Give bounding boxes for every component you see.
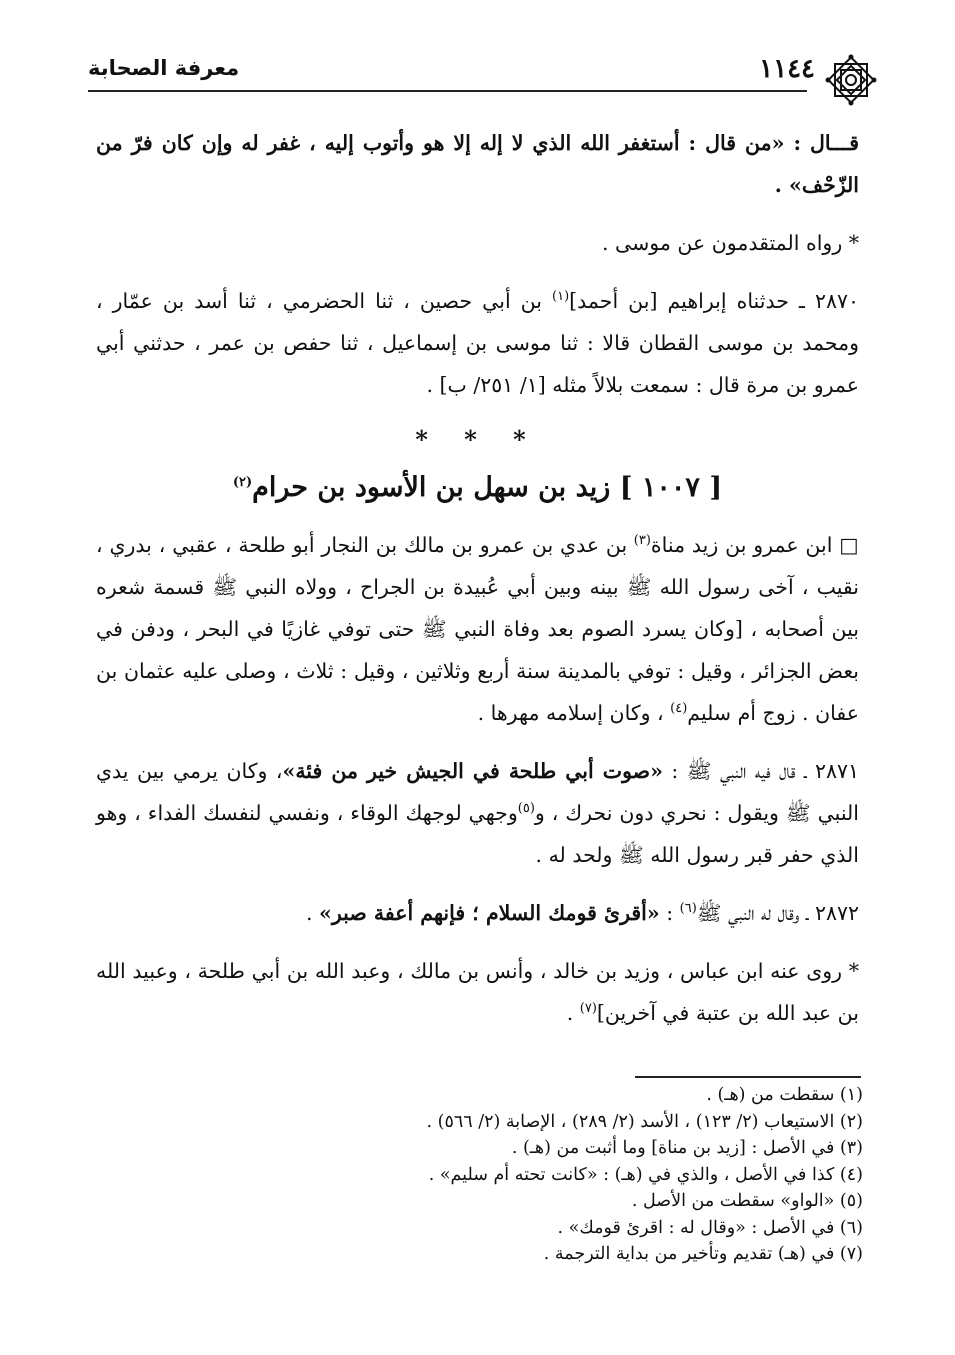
paragraph-biography [96, 524, 859, 734]
footnote-7: (٧) في (هـ) تقديم وتأخير من بداية الترجمة . [543, 1244, 863, 1264]
page-number: ١١٤٤ [759, 54, 815, 84]
footnote-ref-6: (٦) [679, 901, 697, 917]
footnote-ref-5: (٥) [517, 801, 535, 817]
footnote-ref-1: (١) [552, 289, 570, 305]
entry-heading [96, 468, 859, 508]
text-bio-c: ، وكان إسلامه مهرها . [477, 701, 671, 725]
footnote-5: (٥) «الواو» سقطت من الأصل . [631, 1191, 863, 1211]
footnote-rule [635, 1076, 861, 1078]
footnote-ref-3: (٣) [633, 533, 651, 549]
text-bio-b: بن عدي بن عمرو بن مالك بن النجار أبو طلحة ، عقبي ، بدري ، نقيب ، آخى رسول الله ﷺ بينه وبين أبي عُبيدة بن الجراح ، وولاه النبي ﷺ قسمة شعره بين أصحابه ، [وكان يسرد الصوم بعد وفاة النبي ﷺ حتى توفي غازيًا في البحر ، ودفن في بعض الجزائر ، وقيل : توفي بالمدينة سنة أربع وثلاثين ، وقيل : ثلاث ، وصلى عليه عثمان بن عفان . زوج أم سليم [96, 533, 859, 725]
main-text [96, 122, 859, 1050]
section-divider-stars: * * * [415, 425, 540, 454]
entry-heading-text: [ ١٠٠٧ ] زيد بن سهل بن الأسود بن حرام [252, 472, 723, 503]
text-2871-quote: «صوت أبي طلحة في الجيش خير من فئة» [282, 759, 663, 783]
footnote-6: (٦) في الأصل : «وقال له : اقرئ قومك» . [557, 1217, 863, 1238]
page-header [88, 52, 867, 92]
footnotes [96, 1082, 863, 1268]
text-2872-quote: «أقرئ قومك السلام ؛ فإنهم أعفة صبر» [319, 901, 660, 925]
footnote-2: (٢) الاستيعاب (٢/ ١٢٣) ، الأسد (٢/ ٢٨٩) ، الإصابة (٢/ ٥٦٦) . [426, 1111, 863, 1132]
text-2870-b: بن أبي حصين ، ثنا الحضرمي ، ثنا أسد بن عمّار ، ومحمد بن موسى القطان قالا : ثنا موسى بن إسماعيل ، ثنا حفص بن عمر ، حدثني أبي عمرو بن مرة قال : سمعت بلالاً مثله [١/ ٢٥١/ ب] . [96, 289, 859, 397]
octagonal-star-ornament-icon [823, 52, 879, 108]
text-2870-a: ٢٨٧٠ ـ حدثناه إبراهيم [بن أحمد] [569, 289, 859, 313]
running-title: معرفة الصحابة [88, 56, 240, 80]
footnote-3: (٣) في الأصل : [زيد بن مناة] وما أثبت من (هـ) . [511, 1138, 863, 1158]
paragraph-narrators-list [96, 950, 859, 1034]
text-2872-b: : [659, 901, 680, 925]
paragraph-hadith-text: قـــال : «من قال : أستغفر الله الذي لا إله إلا هو وأتوب إليه ، غفر له وإن كان فرّ من الزّحْف» . [96, 131, 859, 197]
text-narrators-b: . [566, 1001, 580, 1025]
text-2871-a: ٢٨٧١ ـ قال فيه النبي ﷺ : [662, 759, 860, 783]
text-2871-c: وجهي لوجهك الوقاء ، ونفسي لنفسك الفداء ، وهو الذي حفر قبر رسول الله ﷺ ولحد له . [96, 801, 859, 867]
text-2872-a: ٢٨٧٢ ـ وقال له النبي ﷺ [696, 901, 859, 925]
text-bio-a: □ ابن عمرو بن زيد مناة [650, 533, 859, 557]
text-2872-c: . [305, 901, 320, 925]
footnote-4: (٤) كذا في الأصل ، والذي في (هـ) : «كانت تحته أم سليم» . [428, 1164, 863, 1185]
paragraph-2870 [96, 280, 859, 406]
paragraph-narrators-note: * رواه المتقدمون عن موسى . [602, 231, 859, 255]
footnote-ref-4: (٤) [670, 701, 688, 717]
footnote-1: (١) سقطت من (هـ) . [706, 1085, 863, 1105]
text-narrators-a: * روى عنه ابن عباس ، وزيد بن خالد ، وأنس بن مالك ، وعبد الله بن أبي طلحة ، وعبيد الله بن عبد الله بن عتبة في آخرين] [96, 959, 859, 1025]
paragraph-2871 [96, 750, 859, 876]
paragraph-2872 [96, 892, 859, 934]
footnote-ref-7: (٧) [579, 1001, 597, 1017]
header-rule [88, 90, 807, 92]
footnote-ref-2: (٢) [232, 475, 253, 490]
text-2871-b: ، وكان يرمي بين يدي النبي ﷺ ويقول : نحري دون نحرك ، و [96, 759, 859, 825]
